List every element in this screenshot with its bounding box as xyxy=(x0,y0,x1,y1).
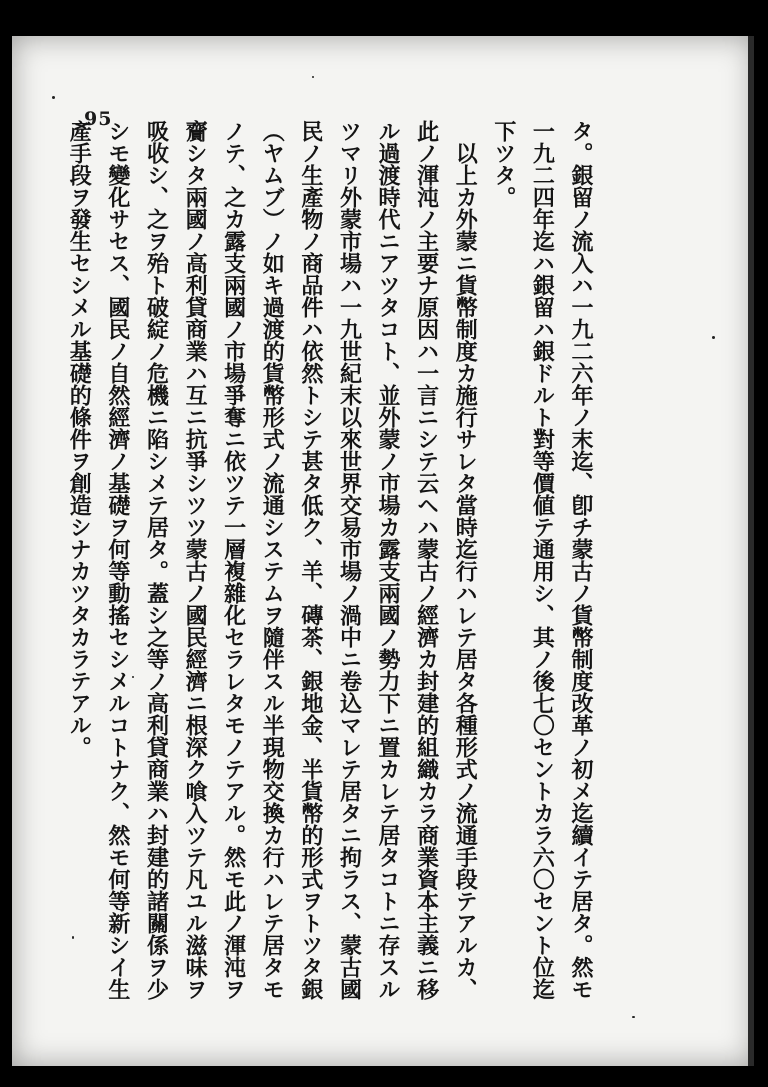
scan-speck xyxy=(312,76,314,78)
scan-speck xyxy=(632,1016,635,1018)
text-column: ル過渡時代ニアツタコト、並外蒙ノ市場カ露支兩國ノ勢力下ニ置カレテ居タコトニ存スル xyxy=(375,120,402,1000)
text-column: 吸收シ、之ヲ殆ト破綻ノ危機ニ陷シメテ居タ。蓋シ之等ノ高利貸商業ハ封建的諸關係ヲ少 xyxy=(143,120,170,1000)
scan-speck xyxy=(52,96,55,99)
page-right-edge xyxy=(748,36,754,1066)
text-column: 齎シタ兩國ノ高利貸商業ハ互ニ抗爭シツツ蒙古ノ國民經濟ニ根深ク喰入ツテ凡ユル滋味ヲ xyxy=(182,120,209,1000)
text-column: 一九二四年迄ハ銀留ハ銀ドルト對等價値テ通用シ、其ノ後七〇セントカラ六〇セント位迄 xyxy=(529,120,556,1000)
text-column: （ヤムブ）ノ如キ過渡的貨幣形式ノ流通システムヲ隨伴スル半現物交換カ行ハレテ居タモ xyxy=(259,120,286,1000)
page-number: 95 xyxy=(84,108,113,130)
text-column: 民ノ生產物ノ商品件ハ依然トシテ甚タ低ク、羊、磚茶、銀地金、半貨幣的形式ヲトツタ銀 xyxy=(297,120,324,1000)
scan-speck xyxy=(712,336,715,339)
text-column: ツマリ外蒙市場ハ一九世紀末以來世界交易市場ノ渦中ニ卷込マレテ居タニ拘ラス、蒙古國 xyxy=(336,120,363,1000)
text-column: ノテ、之カ露支兩國ノ市場爭奪ニ依ツテ一層複雜化セラレタモノテアル。然モ此ノ渾沌ヲ xyxy=(220,120,247,1000)
text-column: 產手段ヲ發生セシメル基礎的條件ヲ創造シナカツタカラテアル。 xyxy=(66,120,93,758)
text-column: シモ變化サセス、國民ノ自然經濟ノ基礎ヲ何等動搖セシメルコトナク、然モ何等新シイ生 xyxy=(104,120,131,1000)
text-column: 下ツタ。 xyxy=(490,120,517,208)
text-column: 此ノ渾沌ノ主要ナ原因ハ一言ニシテ云ヘハ蒙古ノ經濟カ封建的組織カラ商業資本主義ニ移 xyxy=(413,120,440,1000)
vertical-text-body xyxy=(60,120,600,1000)
text-column: タ。銀留ノ流入ハ一九二六年ノ末迄、卽チ蒙古ノ貨幣制度改革ノ初メ迄續イテ居タ。然モ xyxy=(568,120,594,1000)
text-column: 以上カ外蒙ニ貨幣制度カ施行サレタ當時迄行ハレテ居タ各種形式ノ流通手段テアルカ、 xyxy=(452,142,479,1000)
